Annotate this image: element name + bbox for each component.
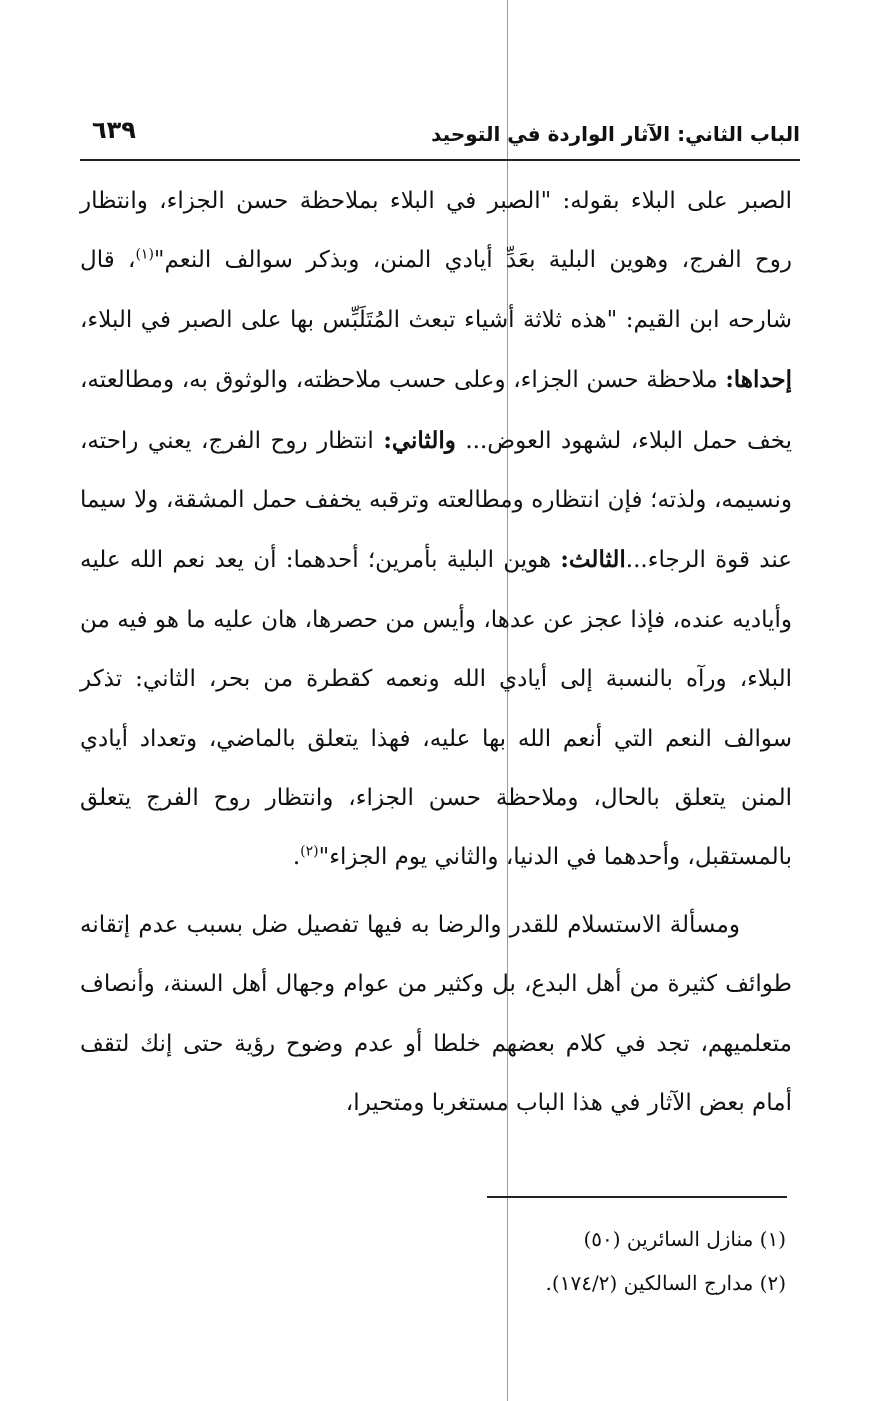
bold-term-first: إحداها: [725, 366, 793, 394]
footnote-ref-2: (٢) [300, 843, 319, 860]
main-text [80, 172, 792, 1134]
text-run: الصبر على البلاء بقوله: "الصبر في البلاء بملاحظة حسن الجزاء، وانتظار روح الفرج، وهوين البلية بعَدِّ أيادي المنن، وبذكر سوالف النعم" [80, 188, 792, 274]
page-header [80, 112, 800, 156]
text-run: هوين البلية بأمرين؛ أحدهما: أن يعد نعم الله عليه وأياديه عنده، فإذا عجز عن عدها، وأيس من حصرها، هان عليه ما هو فيه من البلاء، ورآه بالنسبة إلى أيادي الله ونعمه كقطرة من بحر، الثاني: تذكر سوالف النعم التي أنعم الله بها عليه، فهذا يتعلق بالماضي، وتعداد أيادي المنن يتعلق بالحال، وملاحظة حسن الجزاء، وانتظار روح الفرج يتعلق بالمستقبل، وأحدهما في الدنيا، والثاني يوم الجزاء" [80, 547, 792, 871]
footnotes [80, 1217, 786, 1305]
footnote-rule [487, 1196, 787, 1198]
footnote-ref-1: (١) [135, 246, 154, 263]
running-title: الباب الثاني: الآثار الواردة في التوحيد [431, 122, 800, 146]
text-run: انتظار روح الفرج، يعني راحته، ونسيمه، ولذته؛ فإن انتظاره ومطالعته وترقبه يخفف حمل المشقة، ولا سيما عند قوة الرجاء... [80, 427, 792, 574]
bold-term-third: الثالث: [560, 546, 626, 574]
footnote-1: (١) منازل السائرين (٥٠) [583, 1227, 786, 1251]
text-run: ملاحظة حسن الجزاء، وعلى حسب ملاحظته، والوثوق به، ومطالعته، يخف حمل البلاء، لشهود العوض... [80, 367, 793, 454]
footnote-2: (٢) مدارج السالكين (١٧٤/٢). [545, 1271, 786, 1295]
page-number: ٦٣٩ [92, 116, 136, 144]
paragraph-1 [80, 172, 792, 888]
paragraph-2: ومسألة الاستسلام للقدر والرضا به فيها تفصيل ضل بسبب عدم إتقانه طوائف كثيرة من أهل البدع، بل وكثير من عوام وجهال أهل السنة، وأنصاف متعلميهم، تجد في كلام بعضهم خلطا أو عدم وضوح رؤية حتى إنك لتقف أمام بعض الآثار في هذا الباب مستغربا ومتحيرا، [80, 911, 792, 1117]
header-rule [80, 159, 800, 161]
text-run: . [292, 844, 301, 871]
text-run: ، قال شارحه ابن القيم: "هذه ثلاثة أشياء تبعث المُتَلَبِّس بها على الصبر في البلاء، [80, 247, 792, 333]
bold-term-second: والثاني: [383, 426, 456, 454]
